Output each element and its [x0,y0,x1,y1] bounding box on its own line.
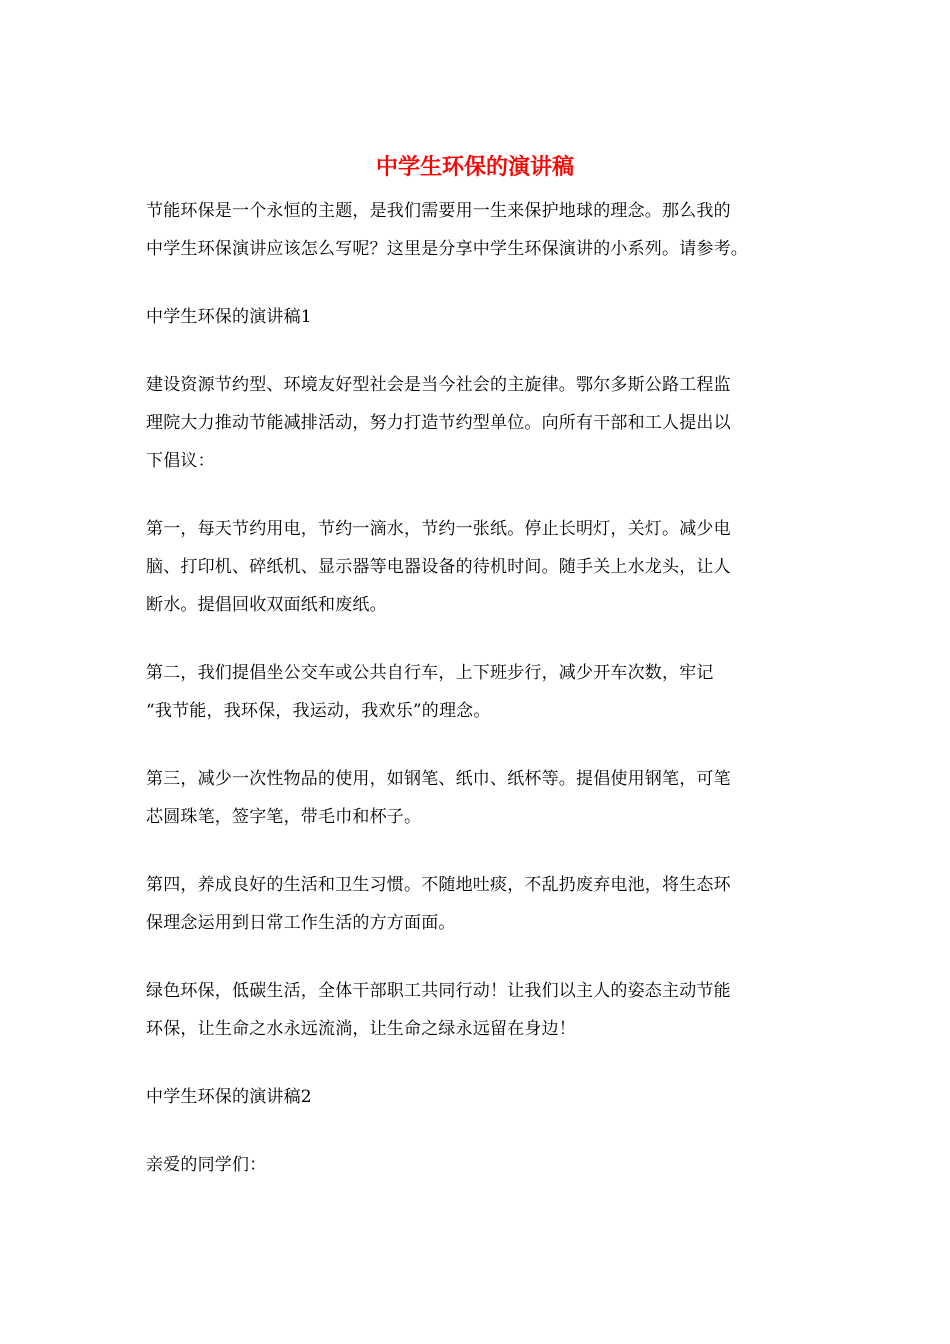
paragraph-line: 环保，让生命之水永远流淌，让生命之绿永远留在身边！ [146,1019,576,1039]
paragraph-line: 芯圆珠笔，签字笔，带毛巾和杯子。 [146,807,422,827]
paragraph-line: 下倡议： [146,451,215,471]
section-heading-2: 中学生环保的演讲稿2 [146,1087,312,1107]
paragraph-line: 理院大力推动节能减排活动，努力打造节约型单位。向所有干部和工人提出以 [146,413,731,433]
paragraph-line: 脑、打印机、碎纸机、显示器等电器设备的待机时间。随手关上水龙头，让人 [146,557,731,577]
salutation: 亲爱的同学们： [146,1155,267,1175]
paragraph-line: 建设资源节约型、环境友好型社会是当今社会的主旋律。鄂尔多斯公路工程监 [146,375,731,395]
intro-line-1: 节能环保是一个永恒的主题，是我们需要用一生来保护地球的理念。那么我的 [146,201,731,221]
section-heading-1: 中学生环保的演讲稿1 [146,307,312,327]
paragraph-line: “我节能，我环保，我运动，我欢乐”的理念。 [146,701,491,721]
intro-line-2: 中学生环保演讲应该怎么写呢？这里是分享中学生环保演讲的小系列。请参考。 [146,239,748,259]
paragraph-line: 保理念运用到日常工作生活的方方面面。 [146,913,456,933]
document-title: 中学生环保的演讲稿 [375,155,574,180]
paragraph-line: 第四，养成良好的生活和卫生习惯。不随地吐痰，不乱扔废弃电池，将生态环 [146,875,731,895]
paragraph-line: 第三，减少一次性物品的使用，如钢笔、纸巾、纸杯等。提倡使用钢笔，可笔 [146,769,731,789]
paragraph-line: 断水。提倡回收双面纸和废纸。 [146,595,387,615]
paragraph-line: 第二，我们提倡坐公交车或公共自行车，上下班步行，减少开车次数，牢记 [146,663,714,683]
paragraph-line: 绿色环保，低碳生活，全体干部职工共同行动！让我们以主人的姿态主动节能 [146,981,731,1001]
paragraph-line: 第一，每天节约用电，节约一滴水，节约一张纸。停止长明灯，关灯。减少电 [146,519,731,539]
